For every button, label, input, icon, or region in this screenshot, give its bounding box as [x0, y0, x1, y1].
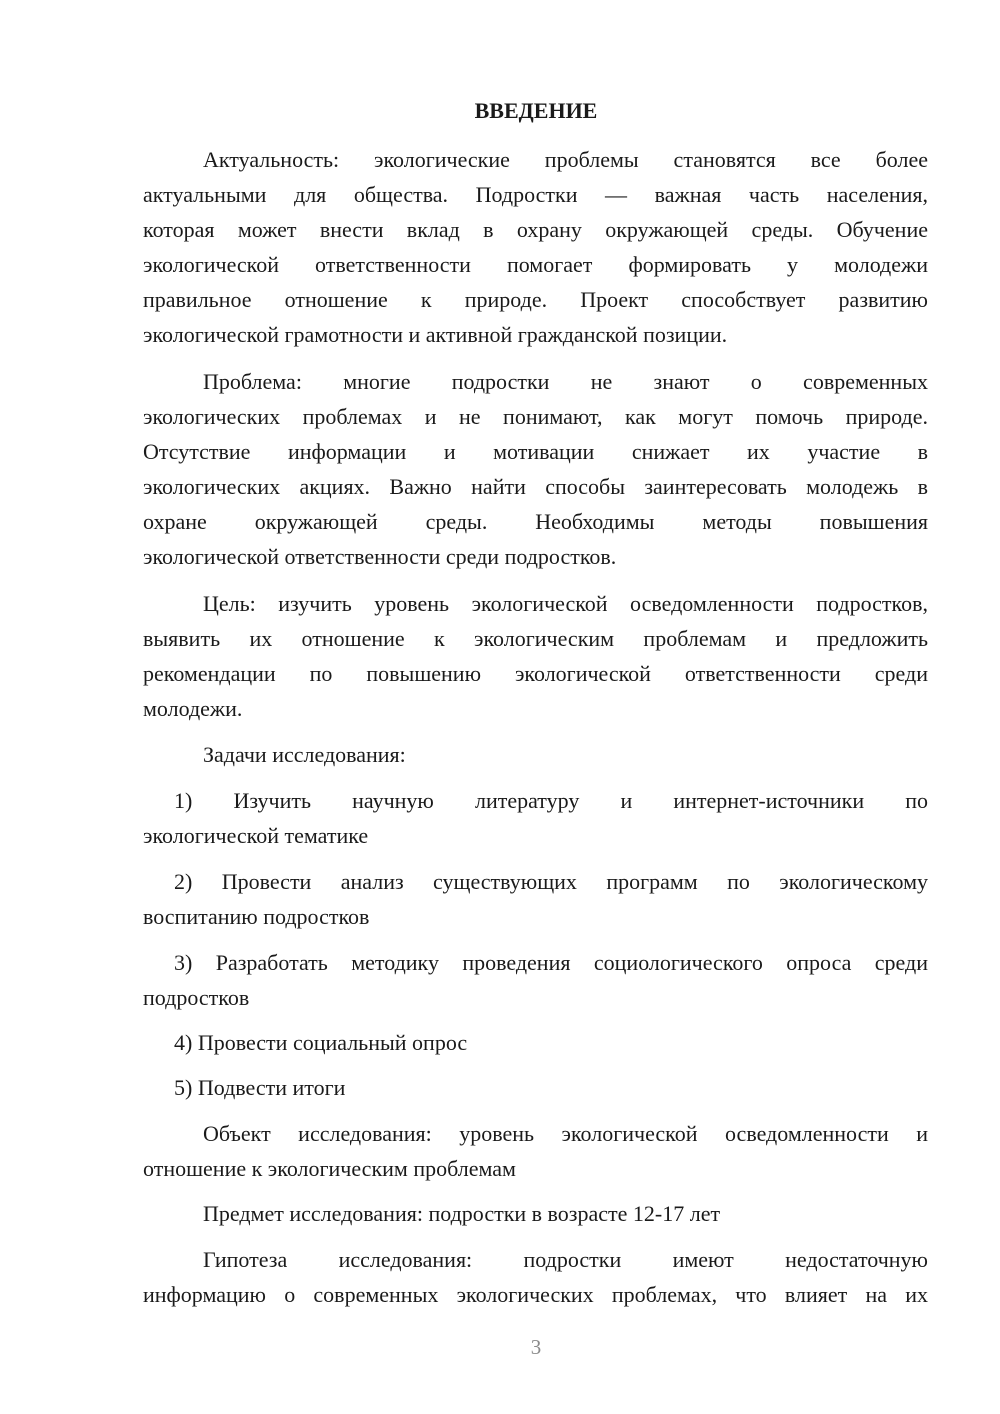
paragraph-problem-line-3: Отсутствие информации и мотивации снижает их участие в: [143, 439, 928, 464]
paragraph-object-line-2: отношение к экологическим проблемам: [143, 1156, 516, 1181]
paragraph-goal-line-3: рекомендации по повышению экологической ответственности среди: [143, 661, 928, 686]
paragraph-problem-line-1: Проблема: многие подростки не знают о современных: [203, 369, 928, 394]
task-1-line-1: 1) Изучить научную литературу и интернет-источники по: [174, 788, 928, 813]
task-3-line-1: 3) Разработать методику проведения социологического опроса среди: [174, 950, 928, 975]
paragraph-problem-line-6: экологической ответственности среди подростков.: [143, 544, 617, 569]
task-3-line-2: подростков: [143, 985, 250, 1010]
paragraph-problem-line-5: охране окружающей среды. Необходимы методы повышения: [143, 509, 928, 534]
task-2-line-2: воспитанию подростков: [143, 904, 370, 929]
paragraph-goal-line-2: выявить их отношение к экологическим проблемам и предложить: [143, 626, 928, 651]
task-4: 4) Провести социальный опрос: [174, 1030, 468, 1055]
paragraph-relevance-line-1: Актуальность: экологические проблемы становятся все более: [203, 147, 928, 172]
paragraph-object-line-1: Объект исследования: уровень экологической осведомленности и: [203, 1121, 928, 1146]
task-2-line-1: 2) Провести анализ существующих программ по экологическому: [174, 869, 928, 894]
task-5: 5) Подвести итоги: [174, 1075, 346, 1100]
page-title: ВВЕДЕНИЕ: [474, 98, 598, 123]
tasks-title: Задачи исследования:: [203, 742, 406, 767]
paragraph-relevance-line-6: экологической грамотности и активной гражданской позиции.: [143, 322, 728, 347]
paragraph-relevance-line-4: экологической ответственности помогает формировать у молодежи: [143, 252, 928, 277]
paragraph-relevance-line-5: правильное отношение к природе. Проект способствует развитию: [143, 287, 928, 312]
paragraph-hypothesis-line-2: информацию о современных экологических проблемах, что влияет на их: [143, 1282, 928, 1307]
paragraph-goal-line-1: Цель: изучить уровень экологической осведомленности подростков,: [203, 591, 928, 616]
paragraph-hypothesis-line-1: Гипотеза исследования: подростки имеют недостаточную: [203, 1247, 928, 1272]
paragraph-problem-line-4: экологических акциях. Важно найти способы заинтересовать молодежь в: [143, 474, 928, 499]
paragraph-subject: Предмет исследования: подростки в возрасте 12-17 лет: [203, 1201, 721, 1226]
paragraph-goal-line-4: молодежи.: [143, 696, 243, 721]
page-number: 3: [530, 1335, 542, 1359]
task-1-line-2: экологической тематике: [143, 823, 369, 848]
paragraph-problem-line-2: экологических проблемах и не понимают, как могут помочь природе.: [143, 404, 928, 429]
paragraph-relevance-line-2: актуальными для общества. Подростки — важная часть населения,: [143, 182, 928, 207]
paragraph-relevance-line-3: которая может внести вклад в охрану окружающей среды. Обучение: [143, 217, 928, 242]
